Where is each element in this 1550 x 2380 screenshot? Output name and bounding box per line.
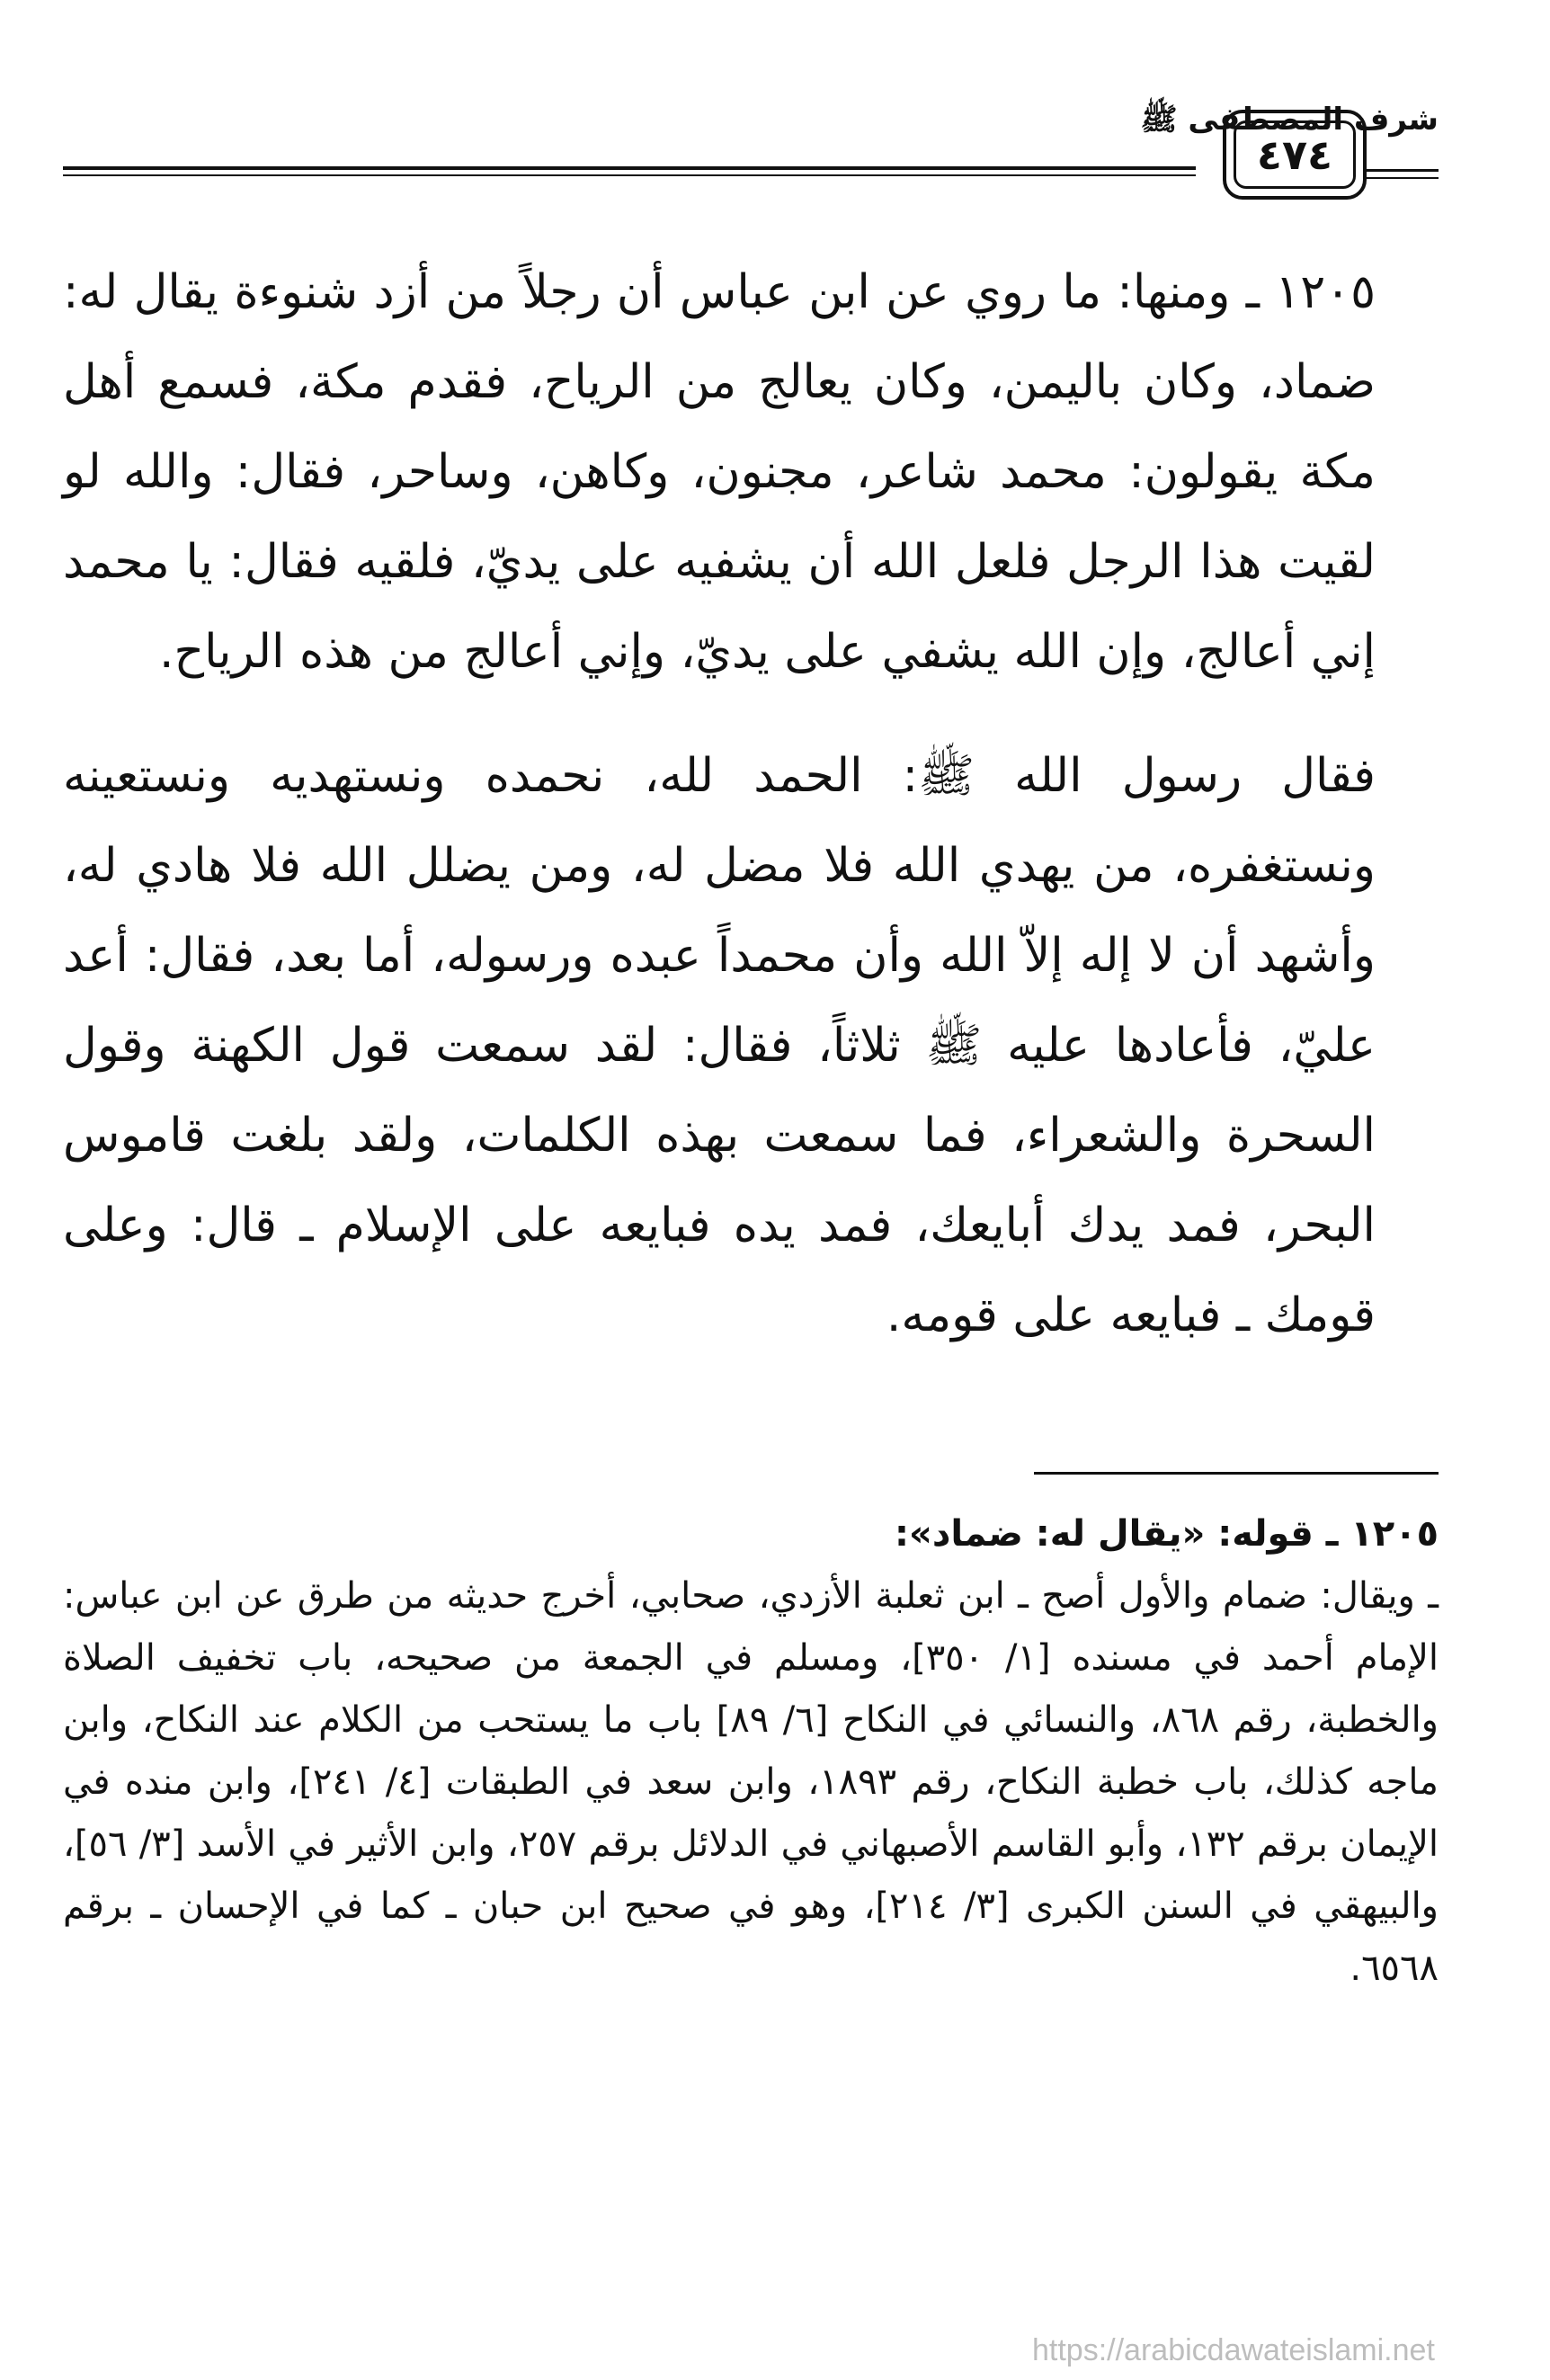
footnote-separator <box>1034 1472 1439 1475</box>
header-rule-right-end <box>1367 169 1439 172</box>
footnote-body: ـ ويقال: ضمام والأول أصح ـ ابن ثعلبة الأزدي، صحابي، أخرج حديثه من طرق عن ابن عباس: الإمام أحمد في مسنده [١/ ٣٥٠]، ومسلم في الجمعة من صحيحه، باب تخفيف الصلاة والخطبة، رقم ٨٦٨، والنسائي في النكاح [٦/ ٨٩] باب ما يستحب من الكلام عند النكاح، وابن ماجه كذلك، باب خطبة النكاح، رقم ١٨٩٣، وابن سعد في الطبقات [٤/ ٢٤١]، وابن منده في الإيمان برقم ١٣٢، وأبو القاسم الأصبهاني في الدلائل برقم ٢٥٧، وابن الأثير في الأسد [٣/ ٥٦]، والبيهقي في السنن الكبرى [٣/ ٢١٤]، وهو في صحيح ابن حبان ـ كما في الإحسان ـ برقم ٦٥٦٨. <box>63 1575 1439 1989</box>
header-rule <box>63 166 1196 170</box>
paragraph-prophet-speech: فقال رسول الله ﷺ: الحمد لله، نحمده ونستهديه ونستعينه ونستغفره، من يهدي الله فلا مضل له، ومن يضلل الله فلا هادي له، وأشهد أن لا إله إلاّ الله وأن محمداً عبده ورسوله، أما بعد، فقال: أعد عليّ، فأعادها عليه ﷺ ثلاثاً، فقال: لقد سمعت قول الكهنة وقول السحرة والشعراء، فما سمعت بهذه الكلمات، ولقد بلغت قاموس البحر، فمد يدك أبايعك، فمد يده فبايعه على الإسلام ـ قال: وعلى قومك ـ فبايعه على قومه. <box>63 749 1376 1342</box>
footnote-heading: ١٢٠٥ ـ قوله: «يقال له: ضماد»: <box>895 1513 1439 1555</box>
header-rule-thin <box>63 174 1196 176</box>
header-rule-right-end-thin <box>1367 177 1439 179</box>
page-header <box>63 101 1439 209</box>
paragraph-1205: ١٢٠٥ ـ ومنها: ما روي عن ابن عباس أن رجلاً من أزد شنوءة يقال له: ضماد، وكان باليمن، وكان يعالج من الرياح، فقدم مكة، فسمع أهل مكة يقولون: محمد شاعر، مجنون، وكاهن، وساحر، فقال: والله لو لقيت هذا الرجل فلعل الله أن يشفيه على يديّ، فلقيه فقال: يا محمد إني أعالج، وإن الله يشفي على يديّ، وإني أعالج من هذه الرياح. <box>63 265 1376 679</box>
watermark: https://arabicdawateislami.net <box>1032 2333 1435 2367</box>
page-number-frame <box>1223 110 1367 200</box>
page-number: ٤٧٤ <box>1234 120 1356 189</box>
running-title: شرف المصطفى ﷺ <box>1140 102 1439 138</box>
main-text <box>63 247 1439 1360</box>
footnotes <box>63 1503 1439 2000</box>
